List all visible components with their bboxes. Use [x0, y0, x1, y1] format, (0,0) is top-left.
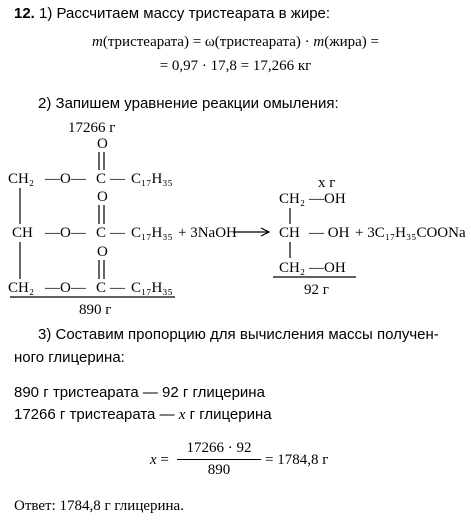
- carbonyl-o-middle: O: [97, 189, 108, 205]
- alkyl-top: C₁₇H₃₅: [131, 171, 173, 187]
- glycerol-ch: CH: [279, 225, 300, 241]
- mass-tristearate: 17266 г: [68, 120, 116, 136]
- proportion-line-2: [14, 406, 272, 424]
- ch2-bottom: CH₂: [8, 280, 35, 296]
- mass-per-mole-tristearate: 890 г: [79, 302, 112, 318]
- calc-result: = 1784,8 г: [265, 452, 329, 468]
- calc-lhs: x =: [150, 452, 169, 468]
- ester-o-bottom: —O—: [45, 280, 86, 296]
- product-soap: + 3C₁₇H₃₅COONa: [355, 225, 466, 241]
- alkyl-middle: C₁₇H₃₅: [131, 225, 173, 241]
- alkyl-bottom: C₁₇H₃₅: [131, 280, 173, 296]
- equation-line-1: m(тристеарата) = ω(тристеарата) · m(жира) =: [91, 34, 380, 50]
- glycerol-ch2-top: CH₂: [279, 191, 306, 207]
- proportion-line-1: 890 г тристеарата — 92 г глицерина: [14, 384, 265, 401]
- glycerol-unknown-mass: x г: [318, 175, 336, 191]
- proportion-unknown: x: [178, 407, 186, 423]
- proportion-line-2-end: г глицерина: [185, 406, 272, 423]
- step1-title: 1) Рассчитаем массу тристеарата в жире:: [39, 5, 331, 22]
- ch-middle: CH: [12, 225, 33, 241]
- calc-numerator: 17266 · 92: [186, 440, 252, 456]
- proportion-line-2-start: 17266 г тристеарата —: [14, 406, 179, 423]
- equation-line-2: = 0,97 · 17,8 = 17,266 кг: [159, 58, 312, 74]
- calc-fraction: [177, 440, 261, 479]
- calc-variable: x: [150, 452, 157, 468]
- step2-title: 2) Запишем уравнение реакции омыления:: [38, 95, 339, 112]
- step3-title-line1: 3) Составим пропорцию для вычисления массы получен-: [38, 326, 439, 343]
- carbonyl-o-top: O: [97, 136, 108, 152]
- glycerol-oh-top: —OH: [309, 191, 346, 207]
- ester-o-middle: —O—: [45, 225, 86, 241]
- calc-denominator: 890: [207, 462, 231, 478]
- carbon-middle: C: [96, 225, 107, 241]
- fraction-bar: [177, 459, 261, 460]
- carbon-top: C: [96, 171, 107, 187]
- carbon-bottom: C: [96, 280, 107, 296]
- carbonyl-o-bottom: O: [97, 244, 108, 260]
- glycerol-molar-mass: 92 г: [304, 282, 329, 298]
- glycerol-oh-middle: — OH: [309, 225, 350, 241]
- bond-bottom: —: [110, 280, 125, 296]
- ester-o-top: —O—: [45, 171, 86, 187]
- glycerol-oh-bottom: —OH: [309, 260, 346, 276]
- task-number: 12.: [14, 5, 35, 22]
- step3-title-line2: ного глицерина:: [14, 349, 125, 366]
- bond-top: —: [110, 171, 125, 187]
- answer: Ответ: 1784,8 г глицерина.: [14, 498, 184, 514]
- reagent-naoh: + 3NaOH: [178, 225, 237, 241]
- bond-middle: —: [110, 225, 125, 241]
- ch2-top: CH₂: [8, 171, 35, 187]
- glycerol-ch2-bottom: CH₂: [279, 260, 306, 276]
